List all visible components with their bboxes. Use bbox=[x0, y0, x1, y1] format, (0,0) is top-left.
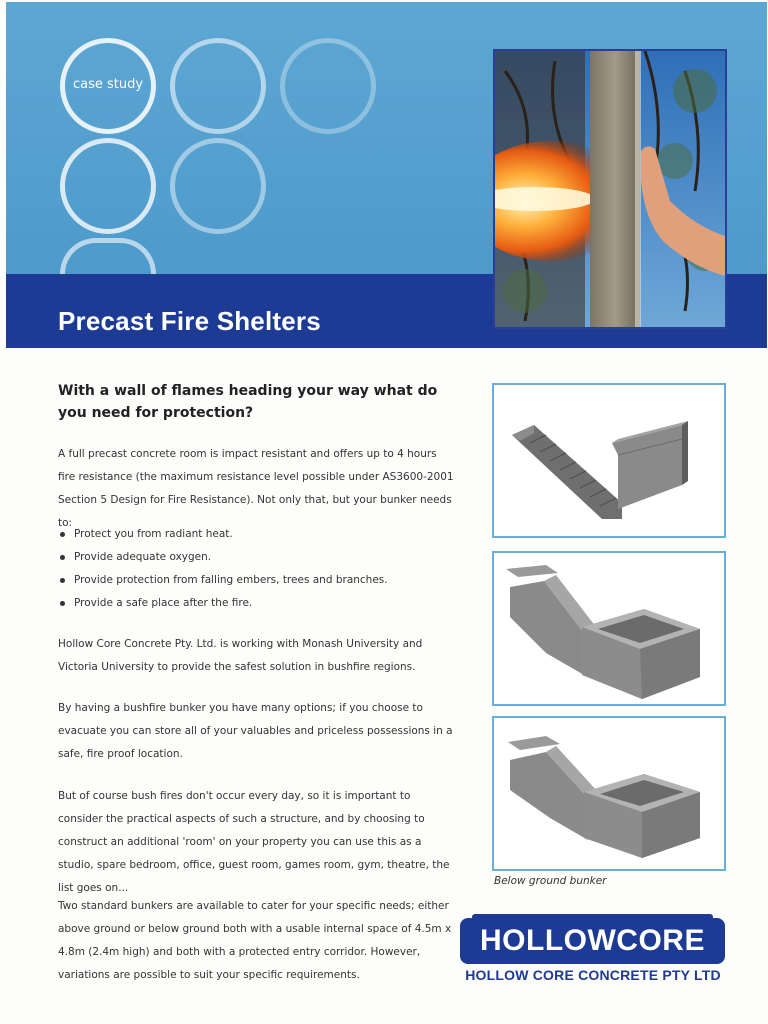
list-item: Provide protection from falling embers, trees and branches. bbox=[58, 569, 454, 592]
hero-photo bbox=[493, 49, 727, 329]
decor-ring bbox=[170, 138, 266, 234]
list-item: Protect you from radiant heat. bbox=[58, 523, 454, 546]
logo-wordmark: HOLLOWCORE bbox=[480, 924, 705, 957]
list-item: Provide adequate oxygen. bbox=[58, 546, 454, 569]
decor-ring bbox=[280, 38, 376, 134]
case-study-label: case study bbox=[72, 77, 144, 92]
company-name: HOLLOW CORE CONCRETE PTY LTD bbox=[465, 967, 721, 983]
paragraph-uses: But of course bush fires don't occur every day, so it is important to consider the practical aspects of such a structure, and by choosing to construct an additional 'room' on your property you can use this as a studio, spare bedroom, office, guest room, games room, gym, theatre, the list goes on... bbox=[58, 790, 450, 894]
requirements-list bbox=[58, 523, 454, 615]
diagram-bunker-assembly bbox=[492, 551, 726, 706]
diagram-components bbox=[492, 383, 726, 538]
figure-caption: Below ground bunker bbox=[494, 875, 607, 887]
decor-ring bbox=[170, 38, 266, 134]
case-study-ring bbox=[60, 38, 156, 134]
paragraph-partnership: Hollow Core Concrete Pty. Ltd. is working with Monash University and Victoria University to provide the safest solution in bushfire regions. bbox=[58, 638, 423, 673]
intro-paragraph: A full precast concrete room is impact resistant and offers up to 4 hours fire resistance (the maximum resistance level possible under AS3600-2001 Section 5 Design for Fire Resistance). Not only that, but your bunker needs to: bbox=[58, 448, 454, 529]
paragraph-standard-bunkers: Two standard bunkers are available to cater for your specific needs; either above ground or below ground both with a usable internal space of 4.5m x 4.8m (2.4m high) and both with a protected entry corridor. However, variations are possible to suit your specific requirements. bbox=[58, 900, 452, 981]
hollowcore-logo bbox=[460, 918, 725, 964]
paragraph-options: By having a bushfire bunker you have many options; if you choose to evacuate you can store all of your valuables and priceless possessions in a safe, fire proof location. bbox=[58, 702, 453, 760]
article-headline: With a wall of flames heading your way what do you need for protection? bbox=[58, 383, 438, 421]
list-item: Provide a safe place after the fire. bbox=[58, 592, 454, 615]
page-title: Precast Fire Shelters bbox=[58, 306, 321, 336]
decor-ring bbox=[60, 138, 156, 234]
diagram-below-ground-bunker bbox=[492, 716, 726, 871]
